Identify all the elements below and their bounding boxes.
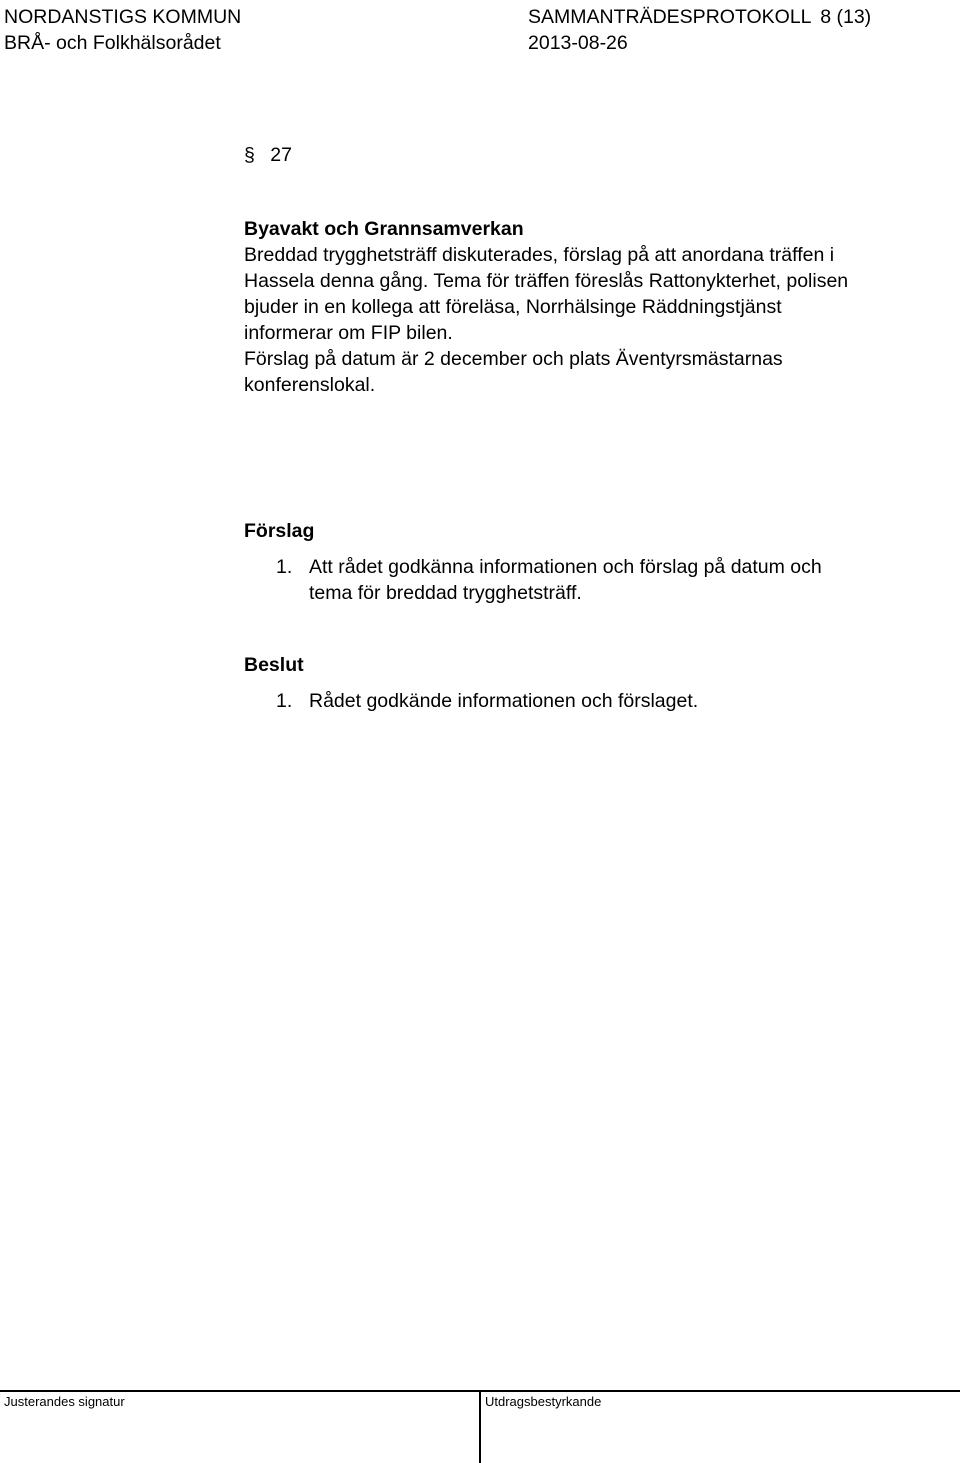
footer-divider [479,1390,481,1463]
proposal-item-text: Att rådet godkänna informationen och förslag på datum och tema för breddad trygghetsträff. [309,556,822,604]
paragraph-number [244,142,292,168]
decision-item [276,688,916,714]
proposal-heading: Förslag [244,520,315,542]
section-symbol: § [244,144,255,166]
header-page: 8 (13) [820,6,872,28]
decision-item-number: 1. [276,690,293,712]
section-content [244,216,944,398]
section-body: Breddad trygghetsträff diskuterades, förslag på att anordana träffen i Hassela denna gång. Tema för träffen föreslås Rattonykterhet, polisen bjuder in en kollega att föreläsa, Norrhälsinge Räddningstjänst informerar om FIP bilen. Förslag på datum är 2 december och plats Äventyrsmästarnas konferenslokal. [244,244,849,396]
proposal-item-number: 1. [276,556,293,578]
section-title: Byavakt och Grannsamverkan [244,218,524,240]
decision-heading: Beslut [244,654,304,676]
decision-item-text: Rådet godkände informationen och förslaget. [309,690,699,712]
header-date: 2013-08-26 [528,32,628,54]
footer-certify-label: Utdragsbestyrkande [485,1394,602,1409]
header-doc-type-line [528,4,871,30]
footer-signature-label: Justerandes signatur [4,1394,125,1409]
header-doc-type: SAMMANTRÄDESPROTOKOLL [528,6,811,28]
section-number: 27 [270,144,292,166]
header-org: NORDANSTIGS KOMMUN [4,6,242,28]
header-council: BRÅ- och Folkhälsorådet [4,32,221,54]
proposal-item [276,554,916,606]
